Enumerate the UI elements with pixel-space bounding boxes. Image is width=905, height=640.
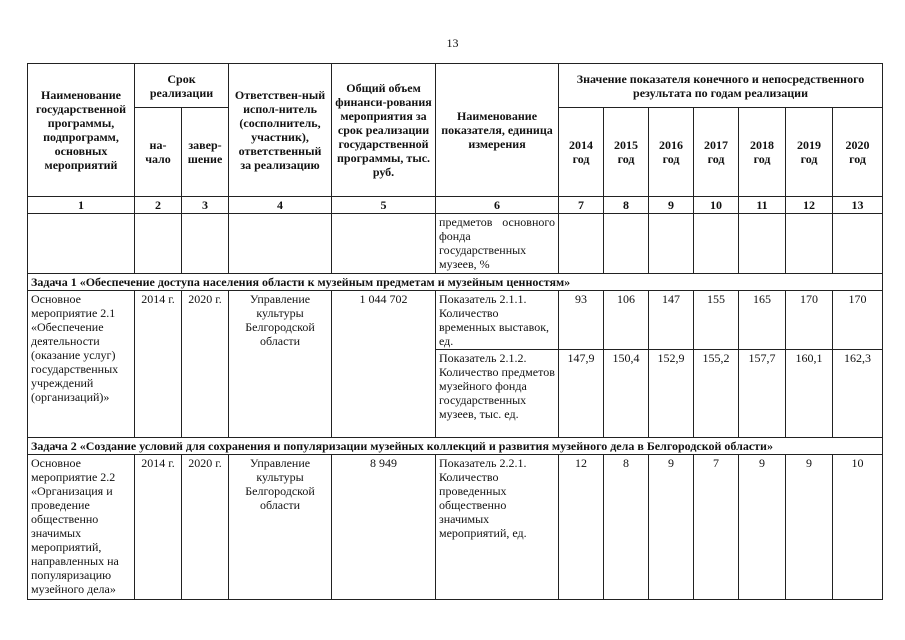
task-1-title: Задача 1 «Обеспечение доступа населения области к музейным предметам и музейным ценностям»	[28, 274, 883, 291]
task-2-title: Задача 2 «Создание условий для сохранения и популяризации музейных коллекций и развития музейного дела в Белгородской области»	[28, 438, 883, 455]
indicator-value: 165	[739, 291, 786, 350]
page-number: 13	[446, 36, 459, 50]
indicator-value: 150,4	[604, 350, 649, 438]
indicator-value: 155,2	[694, 350, 739, 438]
indicator-name: Показатель 2.1.2. Количество предметов музейного фонда государственных музеев, тыс. ед.	[436, 350, 559, 438]
indicator-value: 12	[559, 455, 604, 600]
indicator-value: 7	[694, 455, 739, 600]
finance-total: 1 044 702	[332, 291, 436, 438]
term-end: 2020 г.	[182, 291, 229, 438]
indicator-value: 152,9	[649, 350, 694, 438]
header-year: 2020 год	[833, 108, 883, 197]
indicator-value: 8	[604, 455, 649, 600]
header-year: 2016 год	[649, 108, 694, 197]
column-number: 1	[28, 197, 135, 214]
measure-name: Основное мероприятие 2.2 «Организация и проведение общественно значимых мероприятий, направленных на популяризацию музейного дела»	[28, 455, 135, 600]
measure-name: Основное мероприятие 2.1 «Обеспечение деятельности (оказание услуг) государственных учреждений (организаций)»	[28, 291, 135, 438]
column-number: 5	[332, 197, 436, 214]
header-responsible: Ответствен-ный испол-нитель (сосполнитель, участник), ответственный за реализацию	[229, 64, 332, 197]
header-year: 2014 год	[559, 108, 604, 197]
indicator-value: 170	[833, 291, 883, 350]
column-number: 6	[436, 197, 559, 214]
column-number: 7	[559, 197, 604, 214]
indicator-value: 170	[786, 291, 833, 350]
column-number: 12	[786, 197, 833, 214]
indicator-value: 93	[559, 291, 604, 350]
task-row	[28, 274, 883, 291]
indicator-value: 147	[649, 291, 694, 350]
program-table	[27, 63, 883, 600]
column-number: 4	[229, 197, 332, 214]
header-values-group: Значение показателя конечного и непосредственного результата по годам реализации	[559, 64, 883, 108]
column-number: 3	[182, 197, 229, 214]
term-start: 2014 г.	[135, 455, 182, 600]
term-start: 2014 г.	[135, 291, 182, 438]
header-finance: Общий объем финанси-рования мероприятия за срок реализации государственной программы, тыс. руб.	[332, 64, 436, 197]
responsible: Управление культуры Белгородской области	[229, 455, 332, 600]
indicator-value: 155	[694, 291, 739, 350]
header-term-start: на-чало	[135, 108, 182, 197]
header-program-name: Наименование государственной программы, подпрограмм, основных мероприятий	[28, 64, 135, 197]
table-row	[28, 291, 883, 350]
indicator-value: 10	[833, 455, 883, 600]
continuation-indicator: предметов основного фонда государственных музеев, %	[436, 214, 559, 274]
indicator-value: 157,7	[739, 350, 786, 438]
indicator-name: Показатель 2.2.1. Количество проведенных общественно значимых мероприятий, ед.	[436, 455, 559, 600]
indicator-value: 162,3	[833, 350, 883, 438]
continuation-row	[28, 214, 883, 274]
header-indicator: Наименование показателя, единица измерения	[436, 64, 559, 197]
indicator-value: 160,1	[786, 350, 833, 438]
header-term-end: завер-шение	[182, 108, 229, 197]
column-number: 10	[694, 197, 739, 214]
column-number-row	[28, 197, 883, 214]
column-number: 13	[833, 197, 883, 214]
indicator-value: 147,9	[559, 350, 604, 438]
column-number: 8	[604, 197, 649, 214]
column-number: 11	[739, 197, 786, 214]
indicator-value: 9	[786, 455, 833, 600]
header-year: 2015 год	[604, 108, 649, 197]
indicator-value: 9	[649, 455, 694, 600]
task-row	[28, 438, 883, 455]
header-year: 2017 год	[694, 108, 739, 197]
header-year: 2019 год	[786, 108, 833, 197]
indicator-name: Показатель 2.1.1. Количество временных выставок, ед.	[436, 291, 559, 350]
table-row	[28, 455, 883, 600]
responsible: Управление культуры Белгородской области	[229, 291, 332, 438]
column-number: 2	[135, 197, 182, 214]
indicator-value: 106	[604, 291, 649, 350]
column-number: 9	[649, 197, 694, 214]
finance-total: 8 949	[332, 455, 436, 600]
header-year: 2018 год	[739, 108, 786, 197]
term-end: 2020 г.	[182, 455, 229, 600]
header-term: Срок реализации	[135, 64, 229, 108]
indicator-value: 9	[739, 455, 786, 600]
